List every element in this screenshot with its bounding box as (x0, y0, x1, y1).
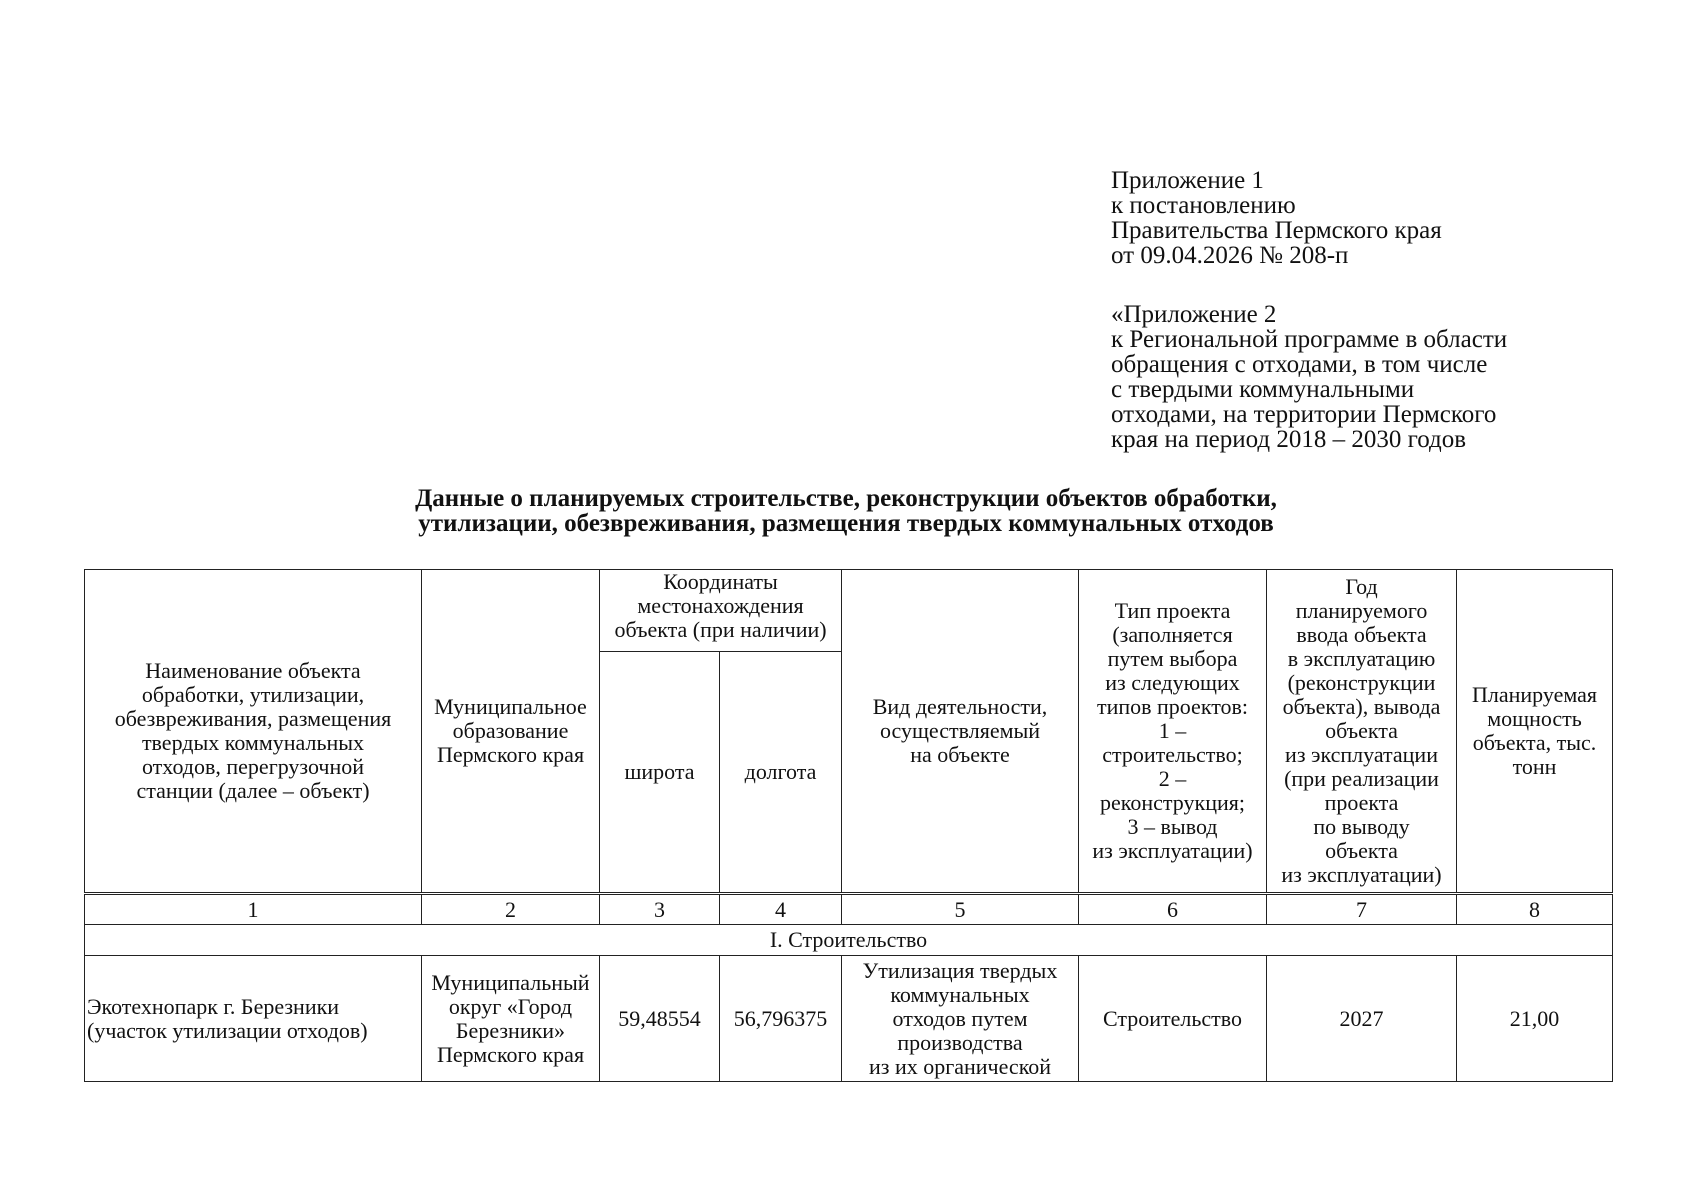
facility-name: Экотехнопарк г. Березники (участок утилизации отходов) (85, 956, 422, 1082)
appendix-2-line: «Приложение 2 (1111, 301, 1277, 328)
appendix-2-line: обращения с отходами, в том числе (1111, 351, 1488, 378)
header-latitude: широта (600, 652, 720, 894)
column-number: 8 (1457, 894, 1613, 925)
document-title (0, 486, 1692, 536)
header-project-type: Тип проекта (заполняется путем выбора из следующих типов проектов: 1 – строительство; 2 – реконструкция; 3 – вывод из эксплуатации) (1079, 570, 1267, 894)
appendix-2-line: с твердыми коммунальными (1111, 376, 1415, 403)
appendix-1-line: к постановлению (1111, 192, 1296, 219)
appendix-2-line: отходами, на территории Пермского (1111, 401, 1497, 428)
document-title-line: утилизации, обезвреживания, размещения твердых коммунальных отходов (418, 510, 1274, 537)
appendix-1-line: Правительства Пермского края (1111, 217, 1442, 244)
header-object-name: Наименование объекта обработки, утилизации, обезвреживания, размещения твердых коммунальных отходов, перегрузочной станции (далее – объект) (85, 570, 422, 894)
appendix-1-reference (1111, 168, 1442, 268)
header-capacity: Планируемая мощность объекта, тыс. тонн (1457, 570, 1613, 894)
column-number: 6 (1079, 894, 1267, 925)
appendix-1-line: Приложение 1 (1111, 167, 1264, 194)
header-municipality: Муниципальное образование Пермского края (422, 570, 600, 894)
column-number: 7 (1267, 894, 1457, 925)
facility-project-type: Строительство (1079, 956, 1267, 1082)
header-year: Год планируемого ввода объекта в эксплуатацию (реконструкции объекта), вывода объекта из эксплуатации (при реализации проекта по выводу объекта из эксплуатации) (1267, 570, 1457, 894)
appendix-2-reference (1111, 302, 1507, 452)
column-number: 3 (600, 894, 720, 925)
facility-municipality: Муниципальный округ «Город Березники» Пермского края (422, 956, 600, 1082)
document-title-line: Данные о планируемых строительстве, реконструкции объектов обработки, (415, 485, 1277, 512)
column-number: 5 (842, 894, 1079, 925)
header-longitude: долгота (720, 652, 842, 894)
section-title: I. Строительство (85, 925, 1613, 956)
appendix-1-line: от 09.04.2026 № 208-п (1111, 242, 1349, 269)
facility-longitude: 56,796375 (720, 956, 842, 1082)
header-coordinates: Координаты местонахождения объекта (при наличии) (600, 570, 842, 652)
table-row (85, 956, 1613, 1082)
facility-capacity: 21,00 (1457, 956, 1613, 1082)
appendix-2-line: края на период 2018 – 2030 годов (1111, 426, 1467, 453)
column-number: 1 (85, 894, 422, 925)
column-number: 2 (422, 894, 600, 925)
facilities-table (84, 569, 1613, 1082)
facility-year: 2027 (1267, 956, 1457, 1082)
facility-latitude: 59,48554 (600, 956, 720, 1082)
header-activity: Вид деятельности, осуществляемый на объекте (842, 570, 1079, 894)
appendix-2-line: к Региональной программе в области (1111, 326, 1508, 353)
facility-activity: Утилизация твердых коммунальных отходов путем производства из их органической (842, 956, 1079, 1082)
column-number: 4 (720, 894, 842, 925)
